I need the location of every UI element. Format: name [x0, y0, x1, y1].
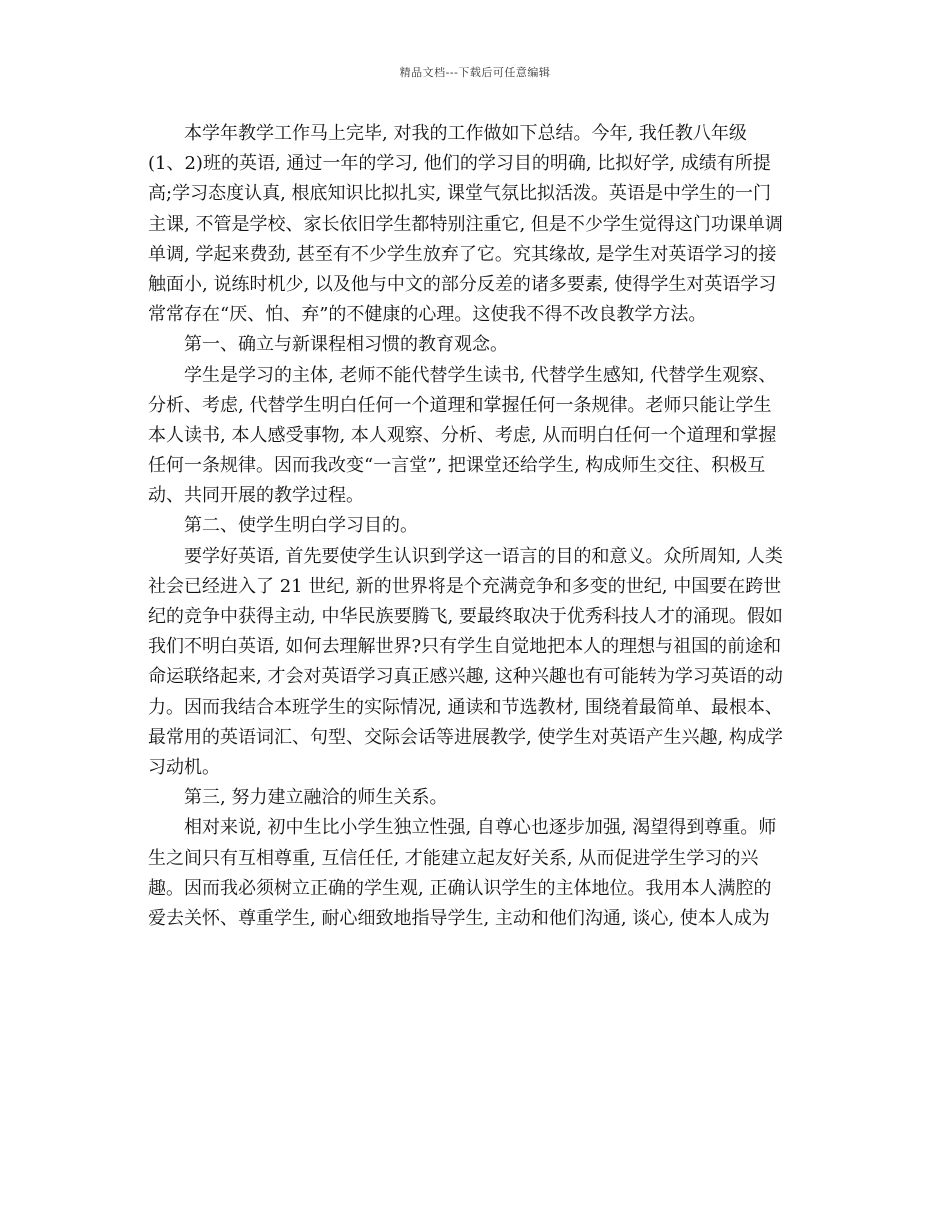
text-line: 动、共同开展的教学过程。 [148, 485, 364, 507]
text-line: 习动机。 [148, 756, 220, 778]
text-line: 要学好英语, 首先要使学生认识到学这一语言的目的和意义。众所周知, 人类 [184, 545, 783, 567]
text-line: 单调, 学起来费劲, 甚至有不少学生放弃了它。究其缘故, 是学生对英语学习的接 [148, 243, 777, 265]
text-line: 趣。因而我必须树立正确的学生观, 正确认识学生的主体地位。我用本人满腔的 [148, 877, 772, 899]
text-line: 学生是学习的主体, 老师不能代替学生读书, 代替学生感知, 代替学生观察、 [184, 364, 777, 386]
text-line: 最常用的英语词汇、句型、交际会话等进展教学, 使学生对英语产生兴趣, 构成学 [148, 726, 783, 748]
text-line: 第三, 努力建立融洽的师生关系。 [184, 787, 448, 809]
text-line: 本学年教学工作马上完毕, 对我的工作做如下总结。今年, 我任教八年级 [184, 123, 747, 144]
text-line: 相对来说, 初中生比小学生独立性强, 自尊心也逐步加强, 渴望得到尊重。师 [184, 817, 777, 839]
text-line: 分析、考虑, 代替学生明白任何一个道理和掌握任何一条规律。老师只能让学生 [148, 394, 772, 416]
text-line: 社会已经进入了 21 世纪, 新的世界将是个充满竞争和多变的世纪, 中国要在跨世 [148, 575, 782, 597]
text-line: 高;学习态度认真, 根底知识比拟扎实, 课堂气氛比拟活泼。英语是中学生的一门 [148, 183, 771, 205]
text-line: 力。因而我结合本班学生的实际情况, 通读和节选教材, 围绕着最简单、最根本、 [148, 696, 783, 718]
text-line: 主课, 不管是学校、家长依旧学生都特别注重它, 但是不少学生觉得这门功课单调 [148, 213, 783, 235]
page-header: 精品文档---下载后可任意编辑 [399, 66, 551, 79]
text-line: 命运联络起来, 才会对英语学习真正感兴趣, 这种兴趣也有可能转为学习英语的动 [148, 666, 783, 688]
text-line: 常常存在“厌、怕、弃”的不健康的心理。这使我不得不改良教学方法。 [148, 304, 707, 326]
text-line: 爱去关怀、尊重学生, 耐心细致地指导学生, 主动和他们沟通, 谈心, 使本人成为 [148, 907, 770, 929]
text-line: (1、2)班的英语, 通过一年的学习, 他们的学习目的明确, 比拟好学, 成绩有所提 [148, 153, 771, 175]
text-line: 第一、确立与新课程相习惯的教育观念。 [184, 334, 508, 356]
text-line: 我们不明白英语, 如何去理解世界?只有学生自觉地把本人的理想与祖国的前途和 [148, 636, 782, 658]
text-line: 纪的竞争中获得主动, 中华民族要腾飞, 要最终取决于优秀科技人才的涌现。假如 [148, 606, 783, 627]
text-line: 生之间只有互相尊重, 互信任任, 才能建立起友好关系, 从而促进学生学习的兴 [148, 847, 759, 869]
document-body [148, 119, 798, 934]
text-line: 本人读书, 本人感受事物, 本人观察、分析、考虑, 从而明白任何一个道理和掌握 [148, 424, 777, 446]
text-line: 第二、使学生明白学习目的。 [184, 515, 418, 537]
text-line: 任何一条规律。因而我改变“一言堂”, 把课堂还给学生, 构成师生交往、积极互 [148, 455, 766, 477]
text-line: 触面小, 说练时机少, 以及他与中文的部分反差的诸多要素, 使得学生对英语学习 [148, 273, 777, 295]
